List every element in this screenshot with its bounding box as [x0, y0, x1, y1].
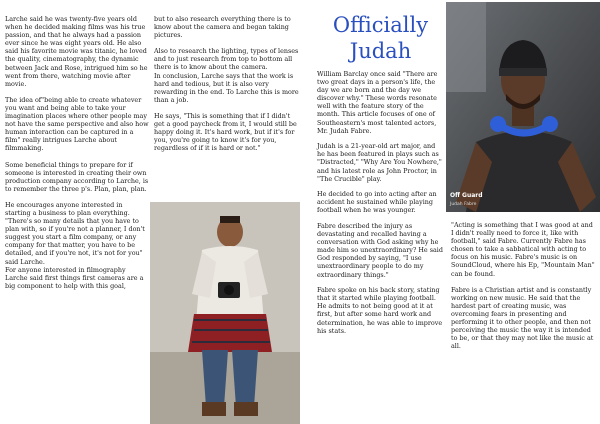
paragraph: William Barclay once said "There are two great days in a person's life, the day we are born and the day we discover why." These words resonate well with the feature story of the month. This article focuses of one of Southeastern's most talented actors, Mr. Judah Fabre.: [317, 70, 438, 135]
paragraph: Fabre described the injury as devastating and recalled having a conversation with God asking why he made him so unextraordinary? He said God responded by saying, "I use unextraordinary people to do my extraordinary things.": [317, 222, 443, 279]
paragraph: Judah is a 21-year-old art major, and he has been featured in plays such as "Distracted," "Why Are You Nowhere," and his latest role as John Proctor, in "The Crucible" play.: [317, 142, 442, 183]
paragraph: For anyone interested in filmography Larche said first things first cameras are a big component to help with this goal,: [5, 265, 144, 290]
judah-article-column-1: [317, 70, 444, 342]
judah-photo: [446, 2, 600, 212]
paragraph: He encourages anyone interested in starting a business to plan everything. "There's so many details that you have to plan with, so if you're not a planner, I don't suggest you start a film company, or any company for that matter, you have to be detailed, and if you're not, it's not for you" said Larche.: [5, 200, 145, 266]
paragraph: Larche said he was twenty-five years old when he decided making films was his true passion, and that he always had a passion ever since he was eight years old. He also said his favorite movie was titanic, he loved the quality, cinematography, the dynamic between Jack and Rose, intrigued him so he went from there, watching movie after movie.: [5, 15, 148, 88]
paragraph: He says, "This is something that if I didn't get a good paycheck from it, I would still be happy doing it. It's hard work, but if it's for you, you're going to know it's for you, regardless of if it is hard or not.": [154, 111, 297, 153]
paragraph: He decided to go into acting after an accident he sustained while playing football when he was younger.: [317, 190, 437, 215]
larche-article-column-1: [5, 15, 149, 298]
paragraph: Some beneficial things to prepare for if someone is interested in creating their own production company according to Larche, is to remember the three p's. Plan, plan, plan.: [5, 160, 149, 193]
paragraph: Also to research the lighting, types of lenses and to just research from top to bottom all there is to know about the camera.: [154, 47, 299, 72]
paragraph: In conclusion, Larche says that the work is hard and tedious, but it is also very rewarding in the end. To Larche this is more than a job.: [154, 71, 299, 104]
judah-article-column-2: [451, 221, 595, 358]
paragraph: Fabre spoke on his back story, stating that it started while playing football. He admits to not being good at it at first, but after some hard work and determination, he was able to improve his stats.: [317, 286, 443, 335]
article-title: Officially Judah: [332, 13, 429, 63]
larche-photo: [150, 202, 300, 424]
paragraph: but to also research everything there is to know about the camera and began taking pictures.: [154, 15, 291, 40]
photo-caption-subject: Judah Fabre: [450, 202, 477, 207]
paragraph: Fabre is a Christian artist and is constantly working on new music. He said that the hardest part of creating music, was overcoming fears in presenting and performing it to other people, and then not perceiving the music the way it is intended to be, or that they may not like the music at all.: [451, 285, 594, 351]
larche-photo-illustration: [150, 202, 300, 424]
larche-article-column-2: [154, 15, 300, 160]
photo-caption-name: Off Guard: [450, 192, 483, 199]
judah-photo-illustration: [446, 2, 600, 212]
paragraph: "Acting is something that I was good at and I didn't really need to force it, like with football," said Fabre. Currently Fabre has chosen to take a sabbatical with acting to focus on his music. Fabre's music is on SoundCloud, where his Ep, "Mountain Man" can be found.: [451, 221, 595, 278]
paragraph: The idea of"being able to create whatever you want and being able to take your imagination places where other people may not have the same perspective and also how human interaction can be captured in a film" really intrigues Larche about filmmaking.: [5, 95, 149, 153]
